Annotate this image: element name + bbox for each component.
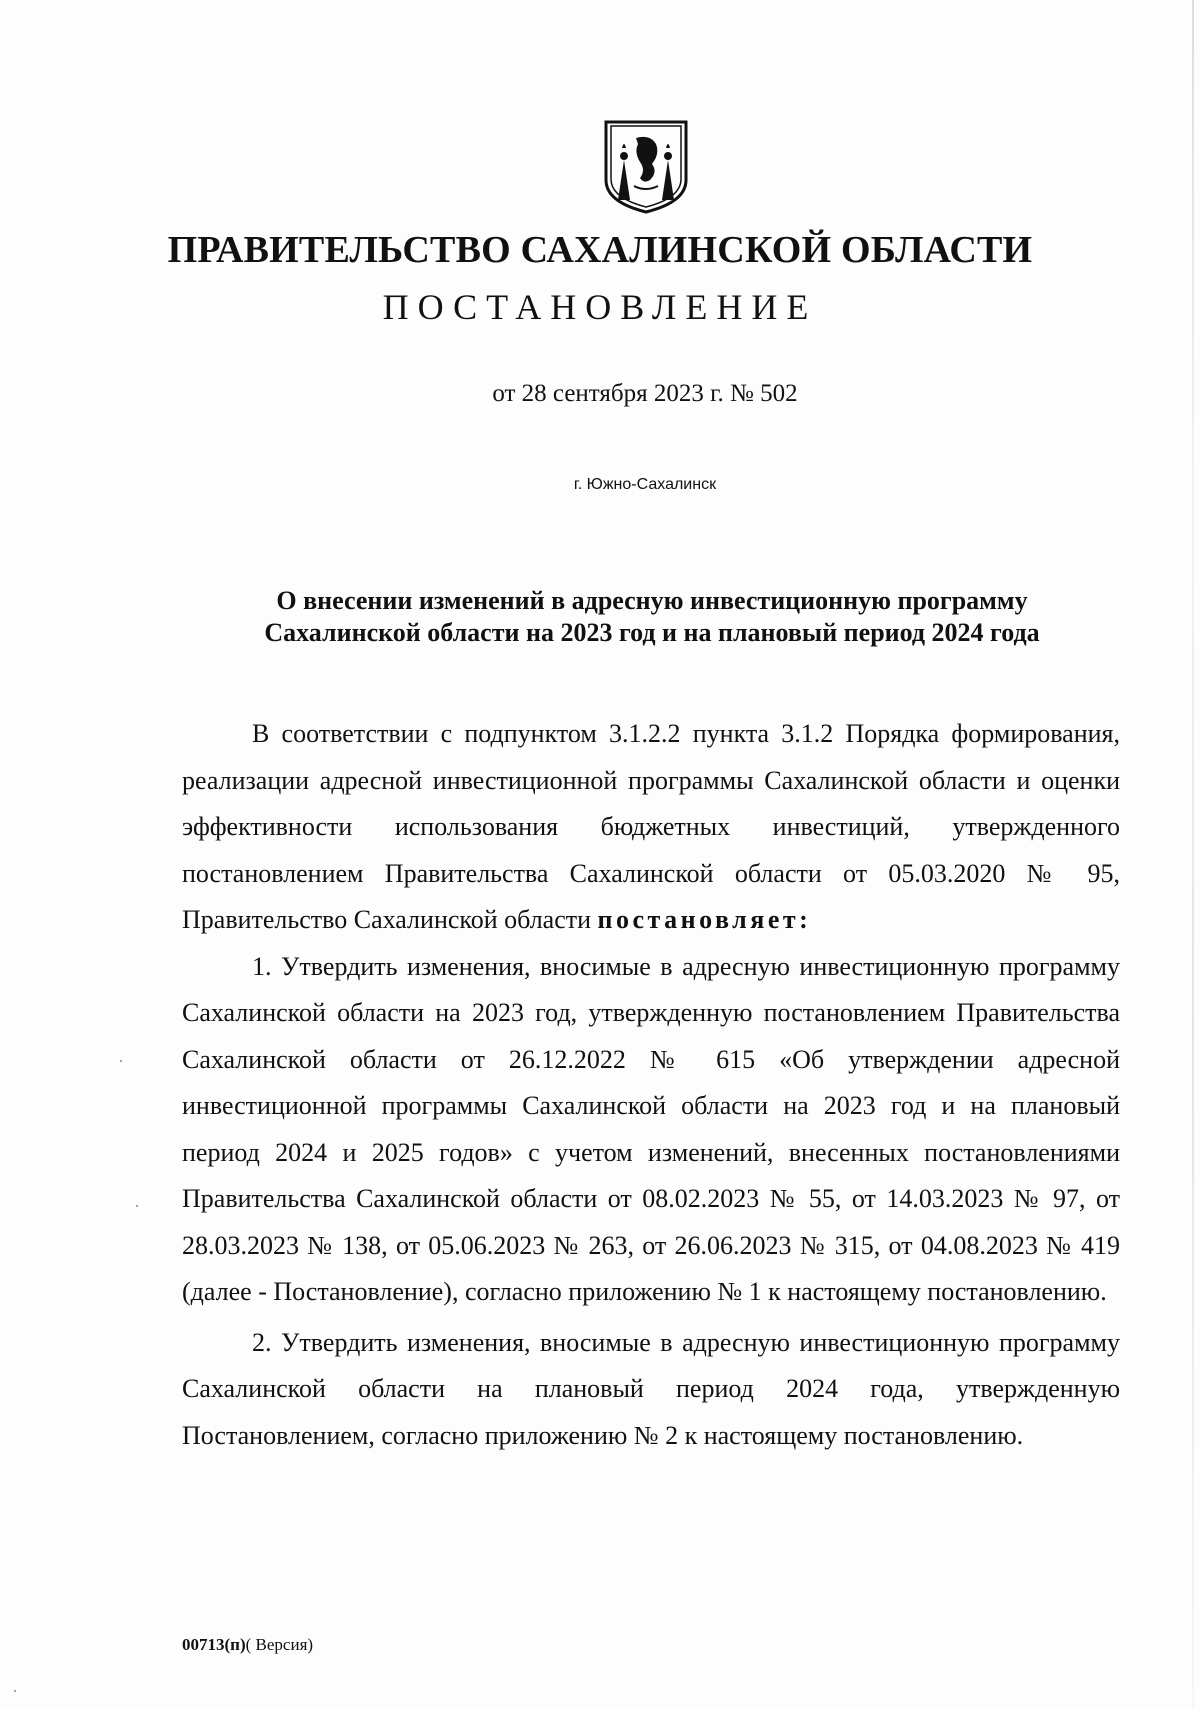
subject-line-1: О внесении изменений в адресную инвестиционную программу <box>276 586 1028 615</box>
coat-of-arms-icon <box>600 118 692 214</box>
document-date-number: от 28 сентября 2023 г. № 502 <box>492 380 798 407</box>
document-subject <box>182 585 1122 649</box>
scan-speck <box>14 1690 16 1692</box>
footer-version: ( Версия) <box>245 1635 314 1654</box>
item-1-paragraph: 1. Утвердить изменения, вносимые в адресную инвестиционную программу Сахалинской области на 2023 год, утвержденную постановлением Правительства Сахалинской области от 26.12.2022 № 615 «Об утверждении адресной инвестиционной программы Сахалинской области на 2023 год и на плановый период 2024 и 2025 годов» с учетом изменений, внесенных постановлениями Правительства Сахалинской области от 08.02.2023 № 55, от 14.03.2023 № 97, от 28.03.2023 № 138, от 05.06.2023 № 263, от 26.06.2023 № 315, от 04.08.2023 № 419 (далее - Постановление), согласно приложению № 1 к настоящему постановлению. <box>182 951 1120 1306</box>
document-body <box>182 711 1120 1459</box>
preamble-paragraph <box>182 711 1120 944</box>
scan-speck <box>120 1060 122 1062</box>
scan-speck <box>136 1205 138 1207</box>
footer-code: 00713(п) <box>182 1635 246 1654</box>
preamble-text: В соответствии с подпунктом 3.1.2.2 пункта 3.1.2 Порядка формирования, реализации адресной инвестиционной программы Сахалинской области и оценки эффективности использования бюджетных инвестиций, утвержденного постановлением Правительства Сахалинской области от 05.03.2020 № 95, Правительство Сахалинской области <box>182 719 1120 934</box>
scan-edge-mark <box>1192 0 1194 1709</box>
document-type: ПОСТАНОВЛЕНИЕ <box>382 287 818 327</box>
document-city: г. Южно-Сахалинск <box>573 476 717 493</box>
footer-document-code <box>182 1635 313 1655</box>
subject-line-2: Сахалинской области на 2023 год и на плановый период 2024 года <box>264 618 1040 647</box>
item-2-paragraph: 2. Утвердить изменения, вносимые в адресную инвестиционную программу Сахалинской области на плановый период 2024 года, утвержденную Постановлением, согласно приложению № 2 к настоящему постановлению. <box>182 1327 1120 1450</box>
organization-title: ПРАВИТЕЛЬСТВО САХАЛИНСКОЙ ОБЛАСТИ <box>167 229 1033 271</box>
resolves-word: постановляет: <box>597 905 812 934</box>
